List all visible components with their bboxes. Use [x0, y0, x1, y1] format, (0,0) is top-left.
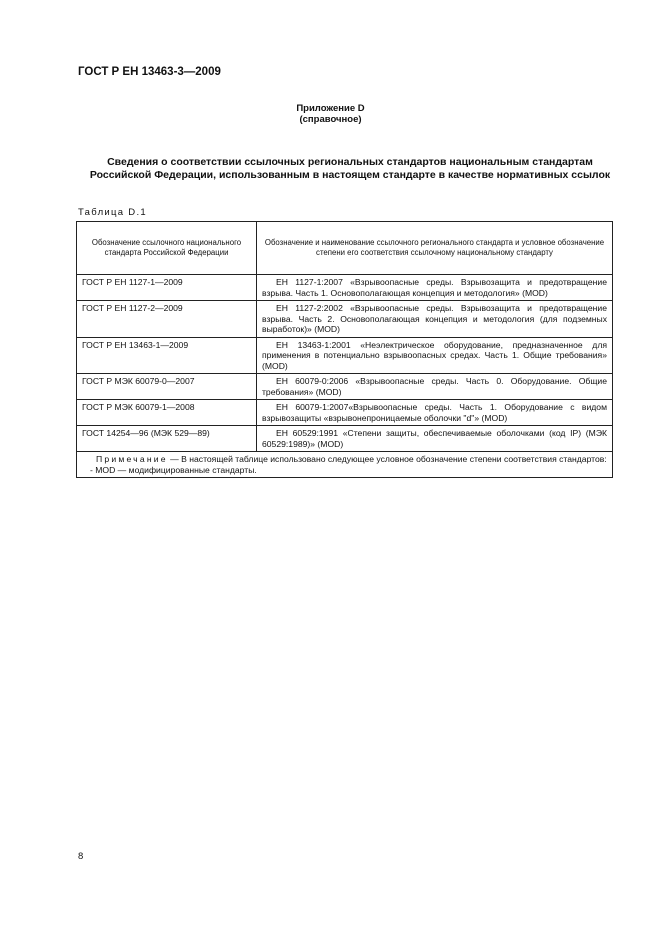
note-text: — В настоящей таблице использовано следующее условное обозначение степени соответствия стандартов:: [170, 454, 607, 464]
table-row: [77, 301, 613, 338]
annex-type: (справочное): [299, 114, 362, 125]
header-national-standard: Обозначение ссылочного национального стандарта Российской Федерации: [77, 222, 257, 275]
regional-standard-cell: ЕН 60529:1991 «Степени защиты, обеспечиваемые оболочками (код IP) (МЭК 60529:1989)» (MOD): [257, 426, 613, 452]
national-standard-cell: ГОСТ Р ЕН 1127-1—2009: [77, 275, 257, 301]
national-standard-cell: ГОСТ Р ЕН 1127-2—2009: [77, 301, 257, 338]
table-note-row: [77, 452, 613, 478]
table-header-row: [77, 222, 613, 275]
document-code-header: ГОСТ Р ЕН 13463-3—2009: [78, 66, 221, 78]
table-row: [77, 400, 613, 426]
note-paragraph: [82, 454, 607, 465]
correspondence-table: [76, 221, 613, 478]
table-row: [77, 275, 613, 301]
annex-title: Приложение D: [296, 103, 365, 114]
header-regional-standard: Обозначение и наименование ссылочного регионального стандарта и условное обозначение степени его соответствия ссылочному национальному стандарту: [257, 222, 613, 275]
national-standard-cell: ГОСТ Р МЭК 60079-0—2007: [77, 374, 257, 400]
national-standard-cell: ГОСТ Р МЭК 60079-1—2008: [77, 400, 257, 426]
national-standard-cell: ГОСТ 14254—96 (МЭК 529—89): [77, 426, 257, 452]
regional-standard-cell: ЕН 1127-2:2002 «Взрывоопасные среды. Взрывозащита и предотвращение взрыва. Часть 2. Основополагающая концепция и методология (для подземных выработок)» (MOD): [257, 301, 613, 338]
table-row: [77, 337, 613, 374]
note-item: - MOD — модифицированные стандарты.: [90, 464, 257, 475]
regional-standard-cell: ЕН 60079-1:2007«Взрывоопасные среды. Часть 1. Оборудование с видом взрывозащиты «взрывонепроницаемые оболочки "d"» (MOD): [257, 400, 613, 426]
regional-standard-cell: ЕН 13463-1:2001 «Неэлектрическое оборудование, предназначенное для применения в потенциально взрывоопасных средах. Часть 1. Общие требования» (MOD): [257, 337, 613, 374]
table-caption: Таблица D.1: [78, 207, 147, 218]
regional-standard-cell: ЕН 1127-1:2007 «Взрывоопасные среды. Взрывозащита и предотвращение взрыва. Часть 1. Основополагающая концепция и методология» (MOD): [257, 275, 613, 301]
page-number: 8: [78, 851, 84, 862]
regional-standard-cell: ЕН 60079-0:2006 «Взрывоопасные среды. Часть 0. Оборудование. Общие требования» (MOD): [257, 374, 613, 400]
table-row: [77, 426, 613, 452]
note-label: Примечание: [96, 454, 168, 464]
section-title: Сведения о соответствии ссылочных региональных стандартов национальным стандартам Российской Федерации, использованным в настоящем стандарте в качестве нормативных ссылок: [89, 156, 611, 181]
table-note: [77, 452, 613, 478]
table-row: [77, 374, 613, 400]
national-standard-cell: ГОСТ Р ЕН 13463-1—2009: [77, 337, 257, 374]
annex-heading: [0, 103, 661, 125]
